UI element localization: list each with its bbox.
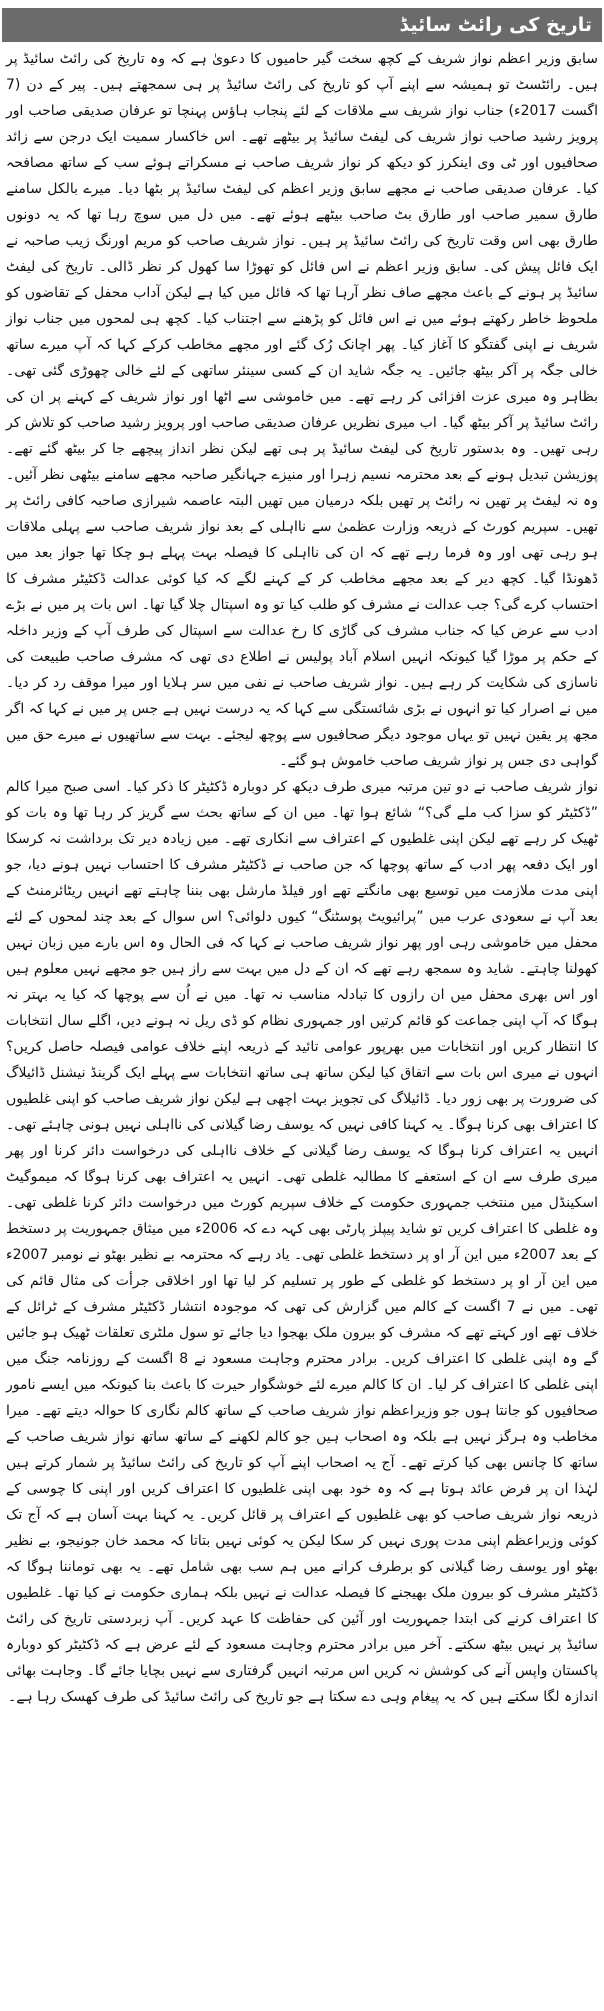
title-bar — [2, 8, 602, 42]
article-title: تاریخ کی رائٹ سائیڈ — [399, 14, 592, 36]
article-body — [6, 46, 598, 1710]
paragraph-2: نواز شریف صاحب نے دو تین مرتبہ میری طرف دیکھ کر دوبارہ ڈکٹیٹر کا ذکر کیا۔ اسی صبح میرا کالم ”ڈکٹیٹر کو سزا کب ملے گی؟“ شائع ہوا تھا۔ میں ان کے ساتھ بحث سے گریز کر رہا تھا وہ بات کو ٹھیک کر رہے تھے لیکن اپنی غلطیوں کے اعتراف سے انکاری تھے۔ میں زیادہ دیر تک برداشت نہ کرسکا اور ایک دفعہ پھر ادب کے ساتھ پوچھا کہ جن صاحب نے ڈکٹیٹر مشرف کا احتساب نہیں ہونے دیا، جو اپنی مدت ملازمت میں توسیع بھی مانگتے تھے اور فیلڈ مارشل بھی بننا چاہتے تھے انہیں ریٹائرمنٹ کے بعد آپ نے سعودی عرب میں ”پرائیویٹ پوسٹنگ“ کیوں دلوائی؟ اس سوال کے بعد چند لمحوں کے لئے محفل میں خاموشی رہی اور پھر نواز شریف صاحب نے کہا کہ فی الحال وہ اس بارے میں زبان نہیں کھولنا چاہتے۔ شاید وہ سمجھ رہے تھے کہ ان کے دل میں بہت سے راز ہیں جو مجھے نہیں معلوم ہیں اور اس بھری محفل میں ان رازوں کا تبادلہ مناسب نہ تھا۔ میں نے اُن سے پوچھا کہ کیا یہ بہتر نہ ہوگا کہ آپ اپنی جماعت کو قائم کرتیں اور جمہوری نظام کو ڈی ریل نہ ہونے دیں، اگلے سال انتخابات کا انتظار کریں اور انتخابات میں بھرپور عوامی تائید کے ذریعہ اپنے خلاف عوامی فیصلہ حاصل کریں؟ انہوں نے میری اس بات سے اتفاق کیا لیکن ساتھ ہی ساتھ انتخابات سے پہلے ایک گرینڈ نیشنل ڈائیلاگ کی ضرورت پر بھی زور دیا۔ ڈائیلاگ کی تجویز بہت اچھی ہے لیکن نواز شریف صاحب کو اپنی غلطیوں کا اعتراف بھی کرنا ہوگا۔ یہ کہنا کافی نہیں کہ یوسف رضا گیلانی کی نااہلی نہیں ہونی چاہئے تھی۔ انہیں یہ اعتراف کرنا ہوگا کہ یوسف رضا گیلانی کے خلاف نااہلی کی درخواست دائر کرنا اور پھر میری طرف سے ان کے استعفے کا مطالبہ غلطی تھی۔ انہیں یہ اعتراف بھی کرنا ہوگا کہ میموگیٹ اسکینڈل میں منتخب جمہوری حکومت کے خلاف سپریم کورٹ میں درخواست دائر کرنا غلطی تھی۔ وہ غلطی کا اعتراف کریں تو شاید پیپلز پارٹی بھی کہہ دے کہ 2006ء میں میثاق جمہوریت پر دستخط کے بعد 2007ء میں این آر او پر دستخط غلطی تھی۔ یاد رہے کہ محترمہ بے نظیر بھٹو نے نومبر 2007ء میں این آر او پر دستخط کو غلطی کے طور پر تسلیم کر لیا تھا اور اخلاقی جرأت کی مثال قائم کی تھی۔ میں نے 7 اگست کے کالم میں گزارش کی تھی کہ موجودہ انتشار ڈکٹیٹر مشرف کے ٹرائل کے خلاف تھے اور کہتے تھے کہ مشرف کو بیرون ملک بھجوا دیا جائے تو سول ملٹری تعلقات ٹھیک ہو جائیں گے وہ اپنی غلطی کا اعتراف کریں۔ برادر محترم وجاہت مسعود نے 8 اگست کے روزنامہ جنگ میں اپنی غلطی کا اعتراف کر لیا۔ ان کا کالم میرے لئے خوشگوار حیرت کا باعث بنا کیونکہ میں ایسے نامور صحافیوں کو جانتا ہوں جو وزیراعظم نواز شریف صاحب کے ساتھ کالم نگاری کا حوالہ دیتے تھے۔ میرا مخاطب وہ ہرگز نہیں ہے بلکہ وہ اصحاب ہیں جو کالم لکھنے کے ساتھ ساتھ نواز شریف صاحب کے ساتھ کا چانس بھی کیا کرتے تھے۔ آج یہ اصحاب اپنے آپ کو تاریخ کی رائٹ سائیڈ پر شمار کرتے ہیں لہٰذا ان پر فرض عائد ہوتا ہے کہ وہ خود بھی اپنی غلطیوں کا اعتراف کریں اور اپنی کا چوسی کے ذریعہ نواز شریف صاحب کو بھی غلطیوں کے اعتراف پر قائل کریں۔ یہ کہنا بہت آسان ہے کہ آج تک کوئی وزیراعظم اپنی مدت پوری نہیں کر سکا لیکن یہ کوئی نہیں بتاتا کہ محمد خان جونیجو، بے نظیر بھٹو اور یوسف رضا گیلانی کو برطرف کرانے میں ہم سب بھی شامل تھے۔ یہ بھی توماننا ہوگا کہ ڈکٹیٹر مشرف کو بیرون ملک بھیجنے کا فیصلہ عدالت نے نہیں بلکہ ہماری حکومت نے کیا تھا۔ غلطیوں کا اعتراف کرنے کی ابتدا جمہوریت اور آئین کی حفاظت کا عہد کریں۔ آپ زبردستی تاریخ کی رائٹ سائیڈ پر نہیں بیٹھ سکتے۔ آخر میں برادر محترم وجاہت مسعود کے لئے عرض ہے کہ ڈکٹیٹر کو دوبارہ پاکستان واپس آنے کی کوشش نہ کریں اس مرتبہ انہیں گرفتاری سے نہیں بچایا جائے گا۔ وجاہت بھائی اندازہ لگا سکتے ہیں کہ یہ پیغام وہی دے سکتا ہے جو تاریخ کی رائٹ سائیڈ کی طرف کھسک رہا ہے۔ — [6, 779, 599, 1705]
paragraph-1: سابق وزیر اعظم نواز شریف کے کچھ سخت گیر حامیوں کا دعویٰ ہے کہ وہ تاریخ کی رائٹ سائیڈ پر ہیں۔ رائٹسٹ تو ہمیشہ سے اپنے آپ کو تاریخ کی رائٹ سائیڈ پر ہی سمجھتے ہیں۔ پیر کے دن (7 اگست 2017ء) جناب نواز شریف سے ملاقات کے لئے پنجاب ہاؤس پہنچا تو عرفان صدیقی صاحب اور پرویز رشید صاحب نواز شریف کی لیفٹ سائیڈ پر بیٹھے تھے۔ اس خاکسار سمیت ایک درجن سے زائد صحافیوں اور ٹی وی اینکرز کو دیکھ کر نواز شریف صاحب نے مسکراتے ہوئے سب کے ساتھ مصافحہ کیا۔ عرفان صدیقی صاحب نے مجھے سابق وزیر اعظم کی لیفٹ سائیڈ پر بٹھا دیا۔ میرے بالکل سامنے طارق سمیر صاحب اور طارق بٹ صاحب بیٹھے ہوئے تھے۔ میں دل میں سوچ رہا تھا کہ یہ دونوں طارق بھی اس وقت تاریخ کی رائٹ سائیڈ پر ہیں۔ نواز شریف صاحب کو مریم اورنگ زیب صاحبہ نے ایک فائل پیش کی۔ سابق وزیر اعظم نے اس فائل کو تھوڑا سا کھول کر نظر ڈالی۔ تاریخ کی لیفٹ سائیڈ پر ہونے کے باعث مجھے صاف نظر آرہا تھا کہ فائل میں کیا ہے لیکن آداب محفل کے تقاضوں کو ملحوظ خاطر رکھتے ہوئے میں نے اس فائل کو پڑھنے سے اجتناب کیا۔ کچھ ہی لمحوں میں جناب نواز شریف نے اپنی گفتگو کا آغاز کیا۔ پھر اچانک رُک گئے اور مجھے مخاطب کرکے کہا کہ آپ میرے ساتھ خالی جگہ پر آکر بیٹھ جائیں۔ یہ جگہ شاید ان کے کسی سینئر ساتھی کے لئے خالی چھوڑی گئی تھی۔ بظاہر وہ میری عزت افزائی کر رہے تھے۔ میں خاموشی سے اٹھا اور نواز شریف کے کہنے پر ان کی رائٹ سائیڈ پر آکر بیٹھ گیا۔ اب میری نظریں عرفان صدیقی صاحب اور پرویز رشید صاحب کو تلاش کر رہی تھیں۔ وہ بدستور تاریخ کی لیفٹ سائیڈ پر ہی تھے لیکن نظر انداز پیچھے جا کر بیٹھ گئے تھے۔ پوزیشن تبدیل ہونے کے بعد محترمہ نسیم زہرا اور منیزے جہانگیر صاحبہ مجھے سامنے بیٹھی نظر آئیں۔ وہ نہ لیفٹ پر تھیں نہ رائٹ پر تھیں بلکہ درمیان میں تھیں البتہ عاصمہ شیرازی صاحبہ کافی رائٹ پر تھیں۔ سپریم کورٹ کے ذریعہ وزارت عظمیٰ سے نااہلی کے بعد نواز شریف صاحب سے پہلی ملاقات ہو رہی تھی اور وہ فرما رہے تھے کہ ان کی نااہلی کا فیصلہ بہت پہلے ہو چکا تھا جواز بعد میں ڈھونڈا گیا۔ کچھ دیر کے بعد مجھے مخاطب کر کے کہنے لگے کہ کیا کوئی عدالت ڈکٹیٹر مشرف کا احتساب کرے گی؟ جب عدالت نے مشرف کو طلب کیا تو وہ اسپتال چلا گیا تھا۔ اس بات پر میں نے بڑے ادب سے عرض کیا کہ جناب مشرف کی گاڑی کا رخ عدالت سے اسپتال کی طرف آپ کے وزیر داخلہ کے حکم پر موڑا گیا کیونکہ انہیں اسلام آباد پولیس نے اطلاع دی تھی کہ مشرف صاحب طبیعت کی ناسازی کی شکایت کر رہے ہیں۔ نواز شریف صاحب نے نفی میں سر ہلایا اور میرا موقف رد کر دیا۔ میں نے اصرار کیا تو انہوں نے بڑی شائستگی سے کہا کہ یہ درست نہیں ہے جس پر میں نے کہا کہ اگر مجھ پر یقین نہیں تو یہاں موجود دیگر صحافیوں سے پوچھ لیجئے۔ بہت سے ساتھیوں نے میرے حق میں گواہی دی جس پر نواز شریف صاحب خاموش ہو گئے۔ — [6, 51, 598, 769]
